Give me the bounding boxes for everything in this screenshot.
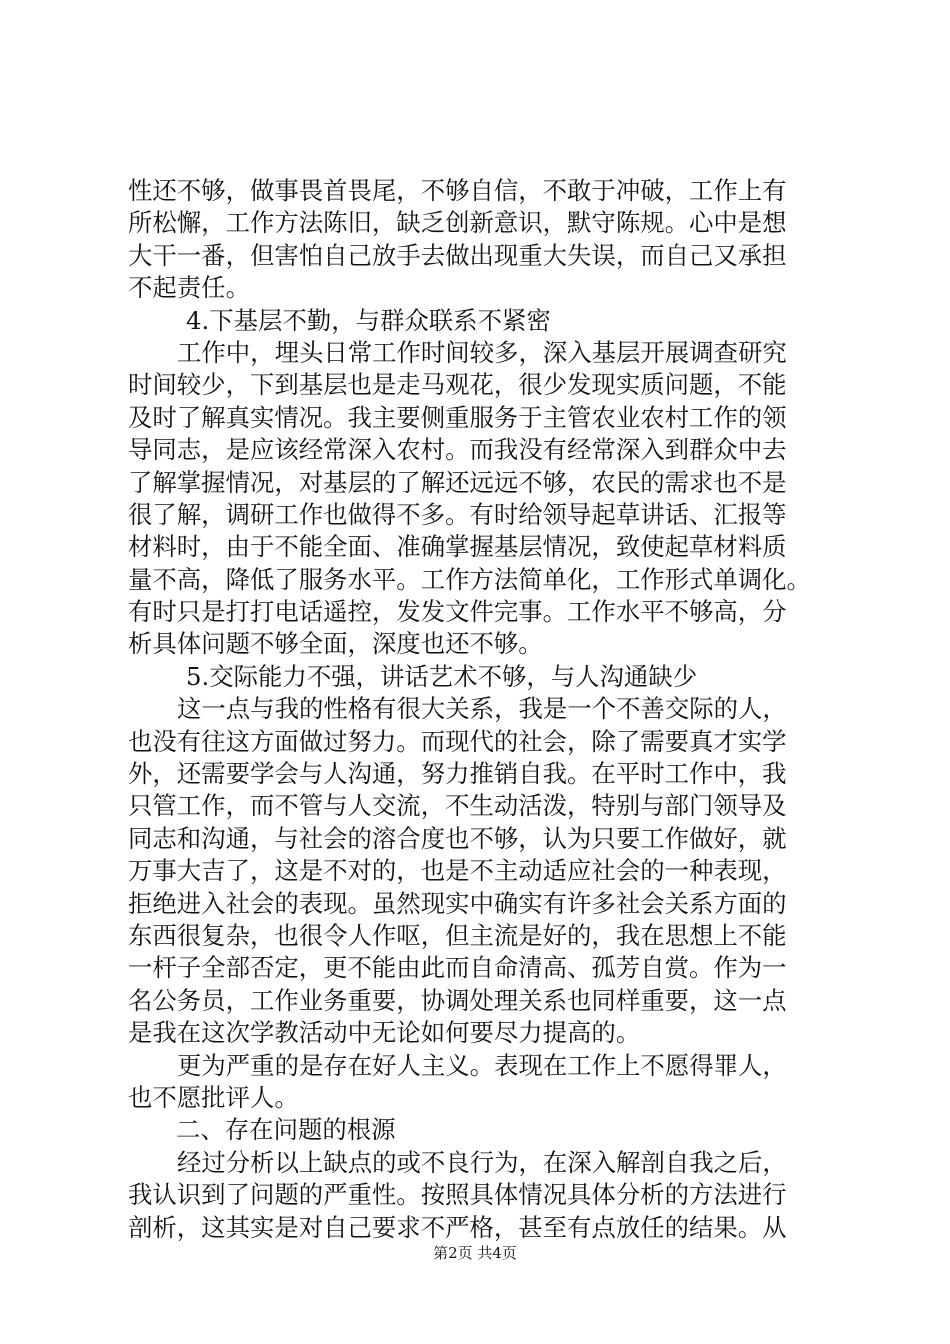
text-line: 量不高，降低了服务水平。工作方法简单化，工作形式单调化。 <box>128 564 811 594</box>
text-line: 不起责任。 <box>128 273 250 303</box>
text-line: 外，还需要学会与人沟通，努力推销自我。在平时工作中，我 <box>128 759 787 789</box>
section-heading: 二、存在问题的根源 <box>176 1115 396 1145</box>
page-footer: 第2页 共4页 <box>433 1244 517 1262</box>
text-line: 一杆子全部否定，更不能由此而自命清高、孤芳自赏。作为一 <box>128 953 787 983</box>
text-line: 我认识到了问题的严重性。按照具体情况具体分析的方法进行 <box>128 1180 787 1210</box>
text-line: 了解掌握情况，对基层的了解还远远不够，农民的需求也不是 <box>128 467 787 497</box>
text-line: 材料时，由于不能全面、准确掌握基层情况，致使起草材料质 <box>128 532 787 562</box>
text-line: 拒绝进入社会的表现。虽然现实中确实有许多社会关系方面的 <box>128 888 787 918</box>
text-line: 只管工作，而不管与人交流，不生动活泼，特别与部门领导及 <box>128 791 787 821</box>
text-line: 时间较少，下到基层也是走马观花，很少发现实质问题，不能 <box>128 370 787 400</box>
text-line: 是我在这次学教活动中无论如何要尽力提高的。 <box>128 1018 641 1048</box>
text-line: 这一点与我的性格有很大关系，我是一个不善交际的人， <box>177 694 787 724</box>
text-line: 更为严重的是存在好人主义。表现在工作上不愿得罪人， <box>177 1050 787 1080</box>
text-line: 及时了解真实情况。我主要侧重服务于主管农业农村工作的领 <box>128 402 787 432</box>
body-text <box>128 175 834 1244</box>
text-line: 剖析，这其实是对自己要求不严格，甚至有点放任的结果。从 <box>128 1212 787 1242</box>
text-line: 也没有往这方面做过努力。而现代的社会，除了需要真才实学 <box>128 726 787 756</box>
text-line: 万事大吉了，这是不对的，也是不主动适应社会的一种表现， <box>128 856 787 886</box>
text-line: 也不愿批评人。 <box>128 1082 299 1112</box>
text-line: 大干一番，但害怕自己放手去做出现重大失误，而自己又承担 <box>128 240 787 270</box>
text-line: 有时只是打打电话遥控，发发文件完事。工作水平不够高，分 <box>128 597 787 627</box>
text-line: 名公务员，工作业务重要，协调处理关系也同样重要，这一点 <box>128 985 787 1015</box>
section-heading: 4.下基层不勤，与群众联系不紧密 <box>186 305 551 335</box>
text-line: 经过分析以上缺点的或不良行为，在深入解剖自我之后， <box>177 1147 787 1177</box>
text-line: 导同志，是应该经常深入农村。而我没有经常深入到群众中去 <box>128 435 787 465</box>
section-heading: 5.交际能力不强，讲话艺术不够，与人沟通缺少 <box>186 661 698 691</box>
text-line: 所松懈，工作方法陈旧，缺乏创新意识，默守陈规。心中是想 <box>128 208 787 238</box>
text-line: 很了解，调研工作也做得不多。有时给领导起草讲话、汇报等 <box>128 499 787 529</box>
text-line: 工作中，埋头日常工作时间较多，深入基层开展调查研究 <box>177 337 787 367</box>
text-line: 东西很复杂，也很令人作呕，但主流是好的，我在思想上不能 <box>128 920 787 950</box>
text-line: 析具体问题不够全面，深度也还不够。 <box>128 629 543 659</box>
text-line: 同志和沟通，与社会的溶合度也不够，认为只要工作做好，就 <box>128 823 787 853</box>
text-line: 性还不够，做事畏首畏尾，不够自信，不敢于冲破，工作上有 <box>128 176 787 205</box>
